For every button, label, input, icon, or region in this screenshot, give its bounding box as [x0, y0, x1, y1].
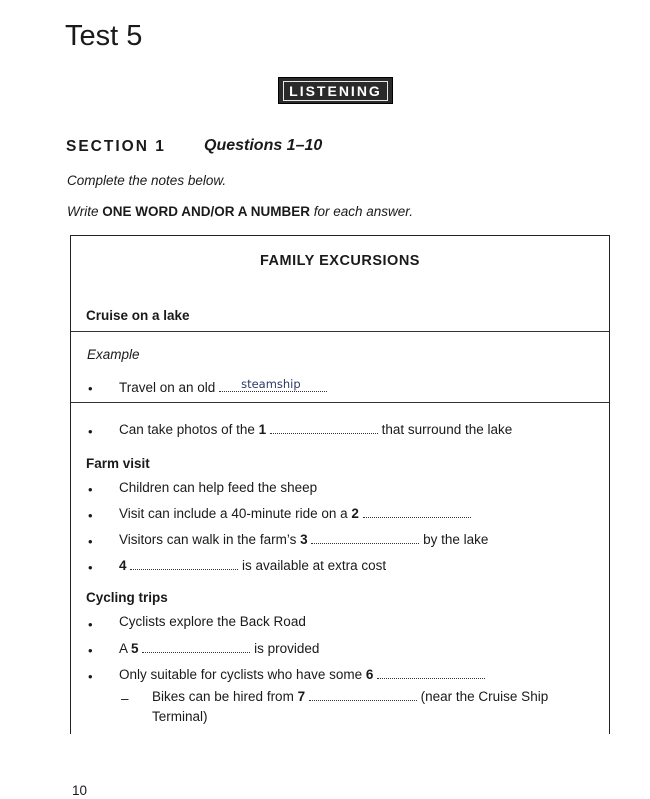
q6-text: Only suitable for cyclists who have some — [119, 667, 363, 682]
question-5 — [119, 640, 319, 656]
bullet: • — [88, 643, 93, 658]
answer-blank-6[interactable] — [377, 666, 485, 679]
q5-text-after: is provided — [254, 641, 320, 656]
question-6 — [119, 666, 485, 682]
example-text: Travel on an old — [119, 380, 216, 395]
q1-text: Can take photos of the — [119, 422, 255, 437]
example-label: Example — [87, 347, 140, 362]
heading-cruise: Cruise on a lake — [86, 308, 190, 323]
example-answer: steamship — [241, 377, 301, 391]
heading-farm: Farm visit — [86, 456, 150, 471]
q3-number: 3 — [300, 532, 308, 547]
farm-item-1: Children can help feed the sheep — [119, 480, 318, 495]
instruction-suffix: for each answer. — [310, 204, 414, 219]
bullet: • — [88, 482, 93, 497]
heading-cycling: Cycling trips — [86, 590, 168, 605]
bullet: • — [88, 560, 93, 575]
notes-box — [70, 235, 610, 734]
bullet: • — [88, 617, 93, 632]
q6-number: 6 — [365, 667, 374, 682]
q7-number: 7 — [297, 689, 306, 704]
answer-blank-3[interactable] — [311, 531, 419, 544]
example-item — [119, 379, 327, 395]
answer-blank-5[interactable] — [142, 640, 250, 653]
q7-text: Bikes can be hired from — [152, 689, 294, 704]
instruction-bold: ONE WORD AND/OR A NUMBER — [102, 204, 310, 219]
question-7 — [152, 687, 552, 727]
notes-title: FAMILY EXCURSIONS — [260, 253, 420, 269]
listening-badge-label: LISTENING — [283, 81, 388, 101]
section-label: SECTION 1 — [66, 138, 166, 155]
q1-number: 1 — [258, 422, 267, 437]
bullet: • — [88, 669, 93, 684]
q4-number: 4 — [119, 558, 127, 573]
q7-text-after: (near the Cruise Ship Terminal) — [152, 689, 549, 724]
instruction-complete: Complete the notes below. — [67, 173, 227, 188]
bullet: • — [88, 534, 93, 549]
dash: – — [121, 691, 129, 706]
question-2 — [119, 505, 471, 521]
q5-number: 5 — [131, 641, 139, 656]
bullet: • — [88, 424, 93, 439]
example-divider-bottom — [71, 402, 609, 403]
q2-text: Visit can include a 40-minute ride on a — [119, 506, 348, 521]
answer-blank-4[interactable] — [130, 557, 238, 570]
q5-text: A — [119, 641, 128, 656]
instruction-prefix: Write — [67, 204, 103, 219]
listening-badge — [278, 77, 393, 104]
bullet: • — [88, 508, 93, 523]
page-number: 10 — [72, 783, 88, 798]
q4-text-after: is available at extra cost — [242, 558, 387, 573]
bullet: • — [88, 381, 93, 396]
question-4 — [119, 557, 386, 573]
q2-number: 2 — [351, 506, 359, 521]
test-title: Test 5 — [65, 20, 143, 52]
answer-blank-1[interactable] — [270, 421, 378, 434]
questions-label: Questions 1–10 — [204, 137, 323, 154]
example-answer-field[interactable] — [219, 379, 327, 392]
question-3 — [119, 531, 488, 547]
example-divider-top — [71, 331, 609, 332]
q3-text: Visitors can walk in the farm’s — [119, 532, 297, 547]
q1-text-after: that surround the lake — [381, 422, 513, 437]
answer-blank-2[interactable] — [363, 505, 471, 518]
q3-text-after: by the lake — [423, 532, 489, 547]
instruction-word-limit — [67, 204, 413, 219]
question-1 — [119, 421, 512, 437]
cycling-item-1: Cyclists explore the Back Road — [119, 614, 306, 629]
answer-blank-7[interactable] — [309, 688, 417, 701]
